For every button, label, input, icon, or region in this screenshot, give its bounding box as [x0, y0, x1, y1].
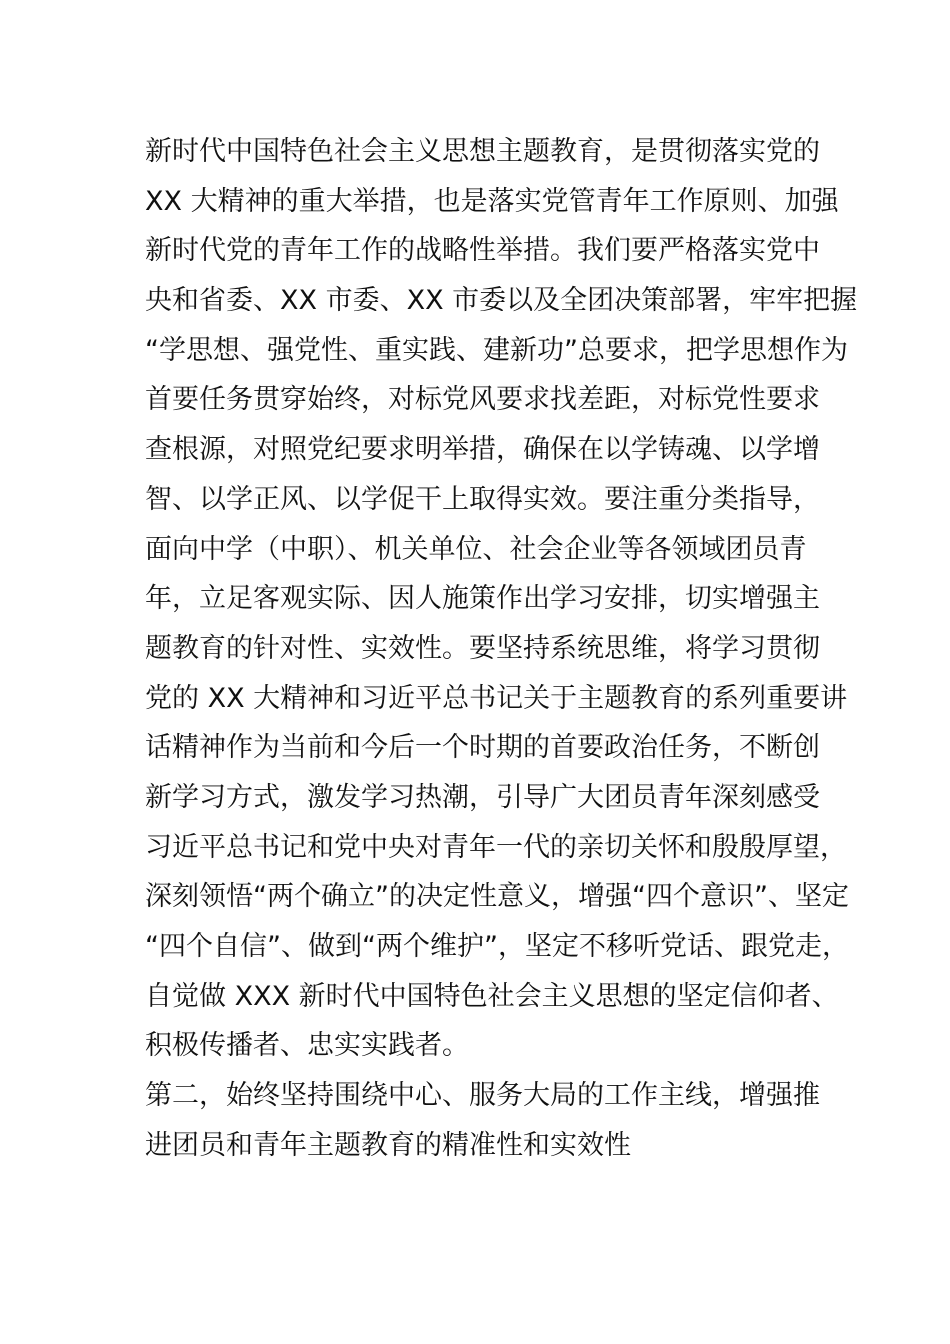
text-line: 党的 XX 大精神和习近平总书记关于主题教育的系列重要讲 [145, 682, 848, 714]
text-line: XX 大精神的重大举措，也是落实党管青年工作原则、加强 [145, 185, 839, 217]
text-line: 央和省委、XX 市委、XX 市委以及全团决策部署，牢牢把握 [145, 285, 858, 317]
text-line: 面向中学（中职）、机关单位、社会企业等各领域团员青 [145, 533, 807, 565]
paragraph-end-line: 积极传播者、忠实实践者。 [145, 1030, 469, 1062]
text-line: 智、以学正风、以学促干上取得实效。要注重分类指导， [145, 483, 820, 515]
text-line: 深刻领悟“两个确立”的决定性意义，增强“四个意识”、坚定 [145, 881, 849, 913]
section-heading-line: 进团员和青年主题教育的精准性和实效性 [145, 1129, 631, 1161]
document-body [145, 127, 858, 1170]
text-line: 新时代中国特色社会主义思想主题教育，是贯彻落实党的 [145, 136, 820, 167]
text-line: 话精神作为当前和今后一个时期的首要政治任务，不断创 [145, 732, 820, 764]
text-line: “学思想、强党性、重实践、建新功”总要求，把学思想作为 [145, 334, 848, 366]
text-line: 习近平总书记和党中央对青年一代的亲切关怀和殷殷厚望， [145, 831, 847, 863]
text-line: 年，立足客观实际、因人施策作出学习安排，切实增强主 [145, 583, 820, 615]
text-line: 查根源，对照党纪要求明举措，确保在以学铸魂、以学增 [145, 434, 820, 466]
text-line: 自觉做 XXX 新时代中国特色社会主义思想的坚定信仰者、 [145, 980, 839, 1012]
text-line: “四个自信”、做到“两个维护”，坚定不移听党话、跟党走， [145, 931, 849, 962]
text-line: 首要任务贯穿始终，对标党风要求找差距，对标党性要求 [145, 384, 820, 416]
text-line: 新时代党的青年工作的战略性举措。我们要严格落实党中 [145, 235, 820, 267]
section-heading-line: 第二，始终坚持围绕中心、服务大局的工作主线，增强推 [145, 1080, 820, 1112]
text-line: 题教育的针对性、实效性。要坚持系统思维，将学习贯彻 [145, 632, 820, 664]
text-line: 新学习方式，激发学习热潮，引导广大团员青年深刻感受 [145, 781, 820, 813]
